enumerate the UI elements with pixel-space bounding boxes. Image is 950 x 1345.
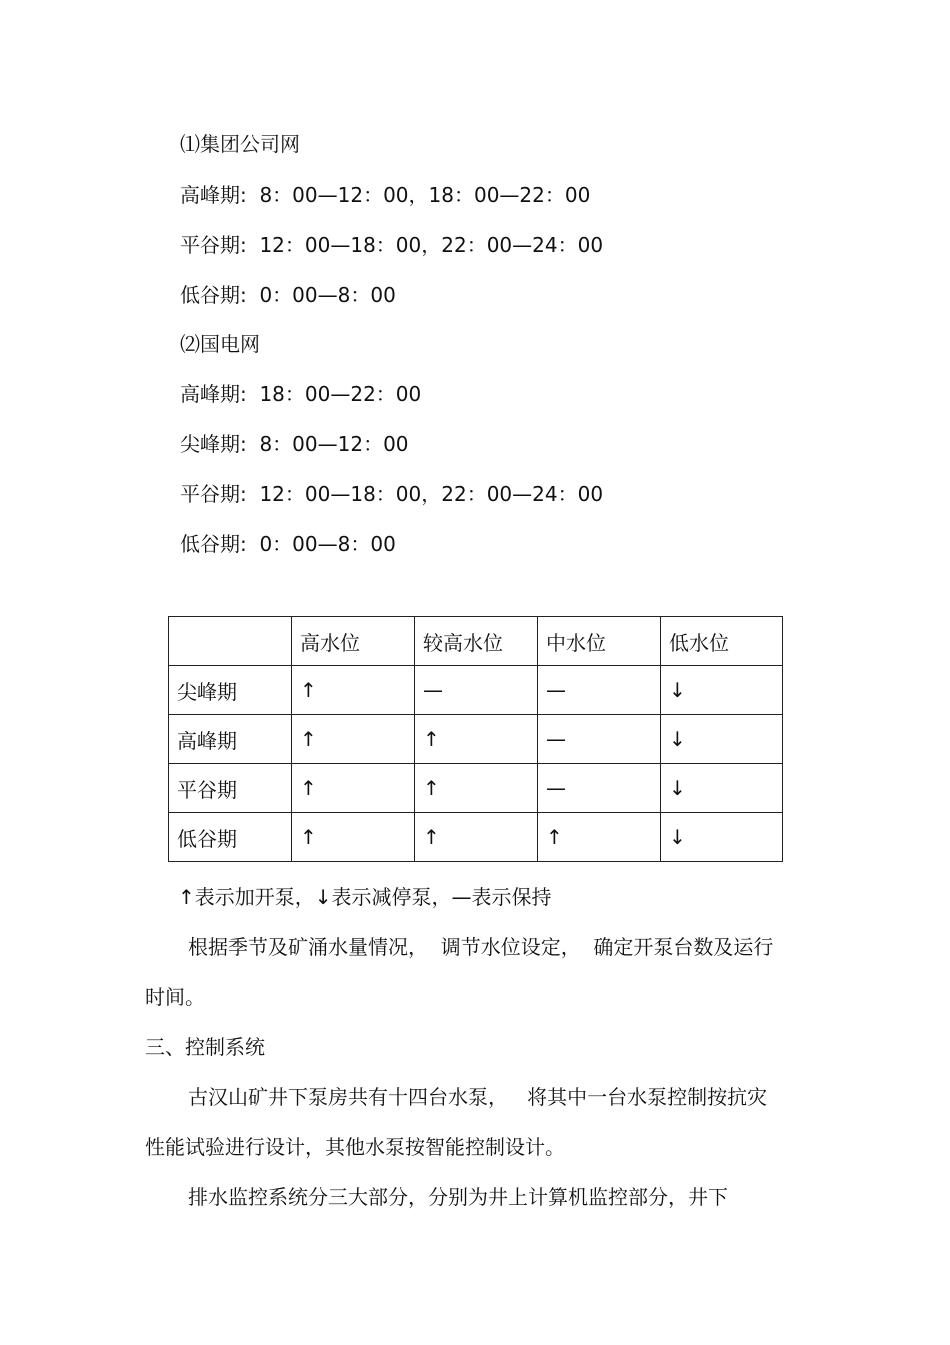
section1-peak: 高峰期: 8：00—12：00，18：00—22：00 xyxy=(180,183,591,207)
table-cell: ↓ xyxy=(661,715,783,764)
section1-heading: ⑴集团公司网 xyxy=(180,132,300,156)
table-cell: ↑ xyxy=(292,813,415,862)
pump-control-table xyxy=(168,616,783,862)
section1-flat: 平谷期: 12：00—18：00，22：00—24：00 xyxy=(180,233,604,257)
table-cell: 低谷期 xyxy=(169,813,292,862)
table-cell: 尖峰期 xyxy=(169,666,292,715)
table-cell: ↑ xyxy=(415,764,538,813)
paragraph-line: 古汉山矿井下泵房共有十四台水泵， 将其中一台水泵控制按抗灾 xyxy=(188,1085,768,1109)
table-cell: ↑ xyxy=(292,764,415,813)
table-cell: 平谷期 xyxy=(169,764,292,813)
table-cell: ↑ xyxy=(292,666,415,715)
table-cell: ↑ xyxy=(415,715,538,764)
table-cell: ↑ xyxy=(415,813,538,862)
table-header-row xyxy=(169,617,783,666)
paragraph-line: 根据季节及矿涌水量情况， 调节水位设定， 确定开泵台数及运行 xyxy=(188,935,774,959)
table-cell: — xyxy=(538,764,661,813)
table-row xyxy=(169,666,783,715)
table-header-cell: 低水位 xyxy=(661,617,783,666)
section1-valley: 低谷期: 0：00—8：00 xyxy=(180,283,396,307)
paragraph-line: 排水监控系统分三大部分，分别为井上计算机监控部分，井下 xyxy=(188,1185,728,1209)
table-cell: — xyxy=(538,715,661,764)
table-cell: ↑ xyxy=(538,813,661,862)
section2-valley: 低谷期: 0：00—8：00 xyxy=(180,532,396,556)
section2-heading: ⑵国电网 xyxy=(180,332,260,356)
section-heading: 三、控制系统 xyxy=(145,1035,265,1059)
table-row xyxy=(169,715,783,764)
paragraph-line: 时间。 xyxy=(145,985,205,1009)
table-row xyxy=(169,764,783,813)
table-row xyxy=(169,813,783,862)
table-cell: ↑ xyxy=(292,715,415,764)
table-cell: ↓ xyxy=(661,764,783,813)
table-cell: — xyxy=(415,666,538,715)
section2-peak: 高峰期: 18：00—22：00 xyxy=(180,382,422,406)
table-header-cell: 高水位 xyxy=(292,617,415,666)
table-header-cell: 较高水位 xyxy=(415,617,538,666)
table-cell: 高峰期 xyxy=(169,715,292,764)
table-cell: — xyxy=(538,666,661,715)
paragraph-line: 性能试验进行设计，其他水泵按智能控制设计。 xyxy=(145,1135,565,1159)
table-header-cell xyxy=(169,617,292,666)
table-cell: ↓ xyxy=(661,666,783,715)
section2-sharp: 尖峰期: 8：00—12：00 xyxy=(180,432,409,456)
table-legend: ↑表示加开泵，↓表示减停泵，—表示保持 xyxy=(178,885,552,909)
section2-flat: 平谷期: 12：00—18：00，22：00—24：00 xyxy=(180,482,604,506)
table-header-cell: 中水位 xyxy=(538,617,661,666)
table-cell: ↓ xyxy=(661,813,783,862)
